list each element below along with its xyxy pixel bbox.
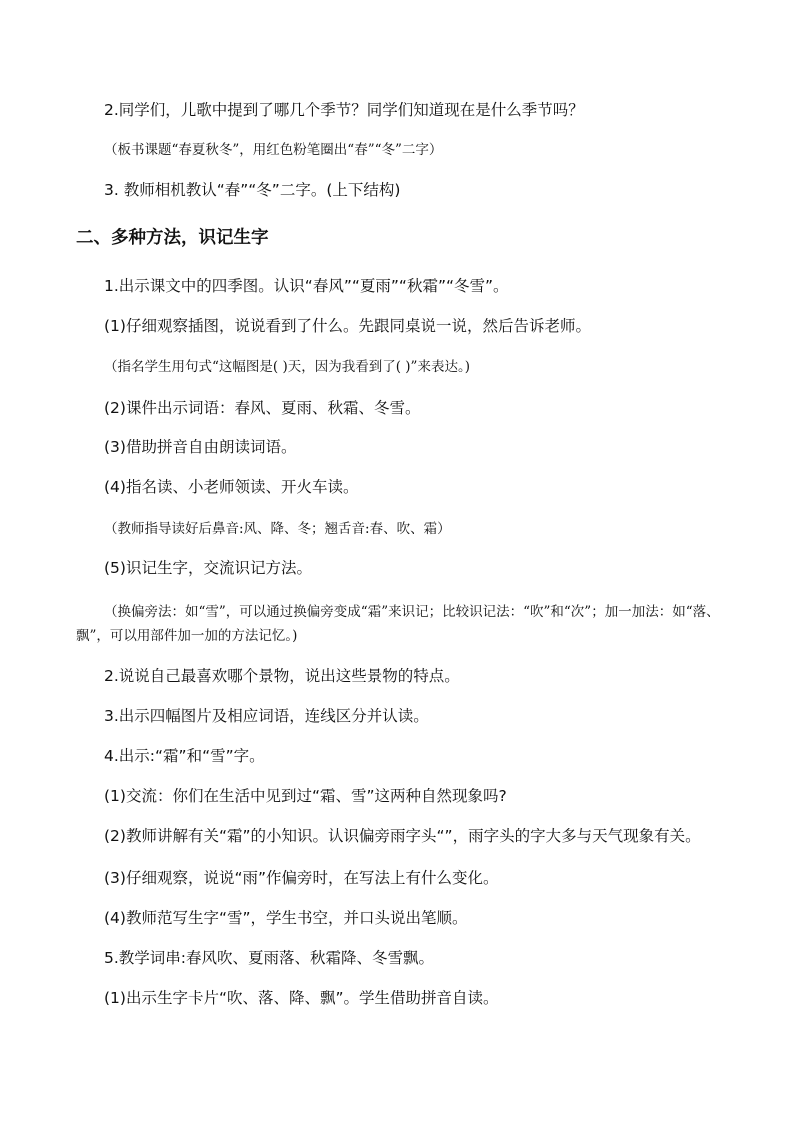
paragraph-show-words: (2)课件出示词语：春风、夏雨、秋霜、冬雪。 [104, 399, 421, 417]
section-heading: 二、多种方法，识记生字 [76, 228, 269, 248]
note-pronunciation: （教师指导读好后鼻音:风、降、冬；翘舌音:春、吹、霜） [104, 521, 451, 537]
paragraph-model-writing: (4)教师范写生字“雪”，学生书空，并口头说出笔顺。 [104, 909, 468, 927]
paragraph-match-pictures: 3.出示四幅图片及相应词语，连线区分并认读。 [104, 707, 429, 725]
paragraph-observe-radical: (3)仔细观察，说说“雨”作偏旁时，在写法上有什么变化。 [104, 869, 499, 887]
paragraph-memorize-methods: (5)识记生字，交流识记方法。 [104, 559, 312, 577]
paragraph-character-cards: (1)出示生字卡片“吹、落、降、飘”。学生借助拼音自读。 [104, 989, 499, 1007]
paragraph-word-string: 5.教学词串:春风吹、夏雨落、秋霜降、冬雪飘。 [104, 949, 435, 967]
paragraph-rain-radical: (2)教师讲解有关“霜”的小知识。认识偏旁雨字头“”，雨字头的字大多与天气现象有关。 [104, 827, 701, 845]
note-sentence-pattern: （指名学生用句式“这幅图是( )天，因为我看到了( )”来表达。) [104, 359, 470, 375]
paragraph-teach-characters: 3. 教师相机教认“春”“冬”二字。(上下结构) [104, 181, 401, 199]
paragraph-group-reading: (4)指名读、小老师领读、开火车读。 [104, 478, 359, 496]
paragraph-discuss-phenomena: (1)交流：你们在生活中见到过“霜、雪”这两种自然现象吗? [104, 787, 507, 805]
paragraph-question-seasons: 2.同学们，儿歌中提到了哪几个季节？同学们知道现在是什么季节吗？ [104, 101, 584, 119]
note-memorize-techniques: （换偏旁法：如“雪”，可以通过换偏旁变成“霜”来识记；比较识记法：“吹”和“次”；加一加法：如“落、飘”，可以用部件加一加的方法记忆。) [76, 604, 720, 644]
note-board-title: （板书课题“春夏秋冬”，用红色粉笔圈出“春”“冬”二字） [104, 142, 443, 158]
paragraph-read-pinyin: (3)借助拼音自由朗读词语。 [104, 438, 297, 456]
paragraph-observe-illustration: (1)仔细观察插图，说说看到了什么。先跟同桌说一说，然后告诉老师。 [104, 317, 591, 335]
paragraph-four-seasons-picture: 1.出示课文中的四季图。认识“春风”“夏雨”“秋霜”“冬雪”。 [104, 277, 509, 295]
paragraph-show-frost-snow: 4.出示:“霜”和“雪”字。 [104, 747, 265, 765]
paragraph-favorite-scene: 2.说说自己最喜欢哪个景物，说出这些景物的特点。 [104, 667, 460, 685]
